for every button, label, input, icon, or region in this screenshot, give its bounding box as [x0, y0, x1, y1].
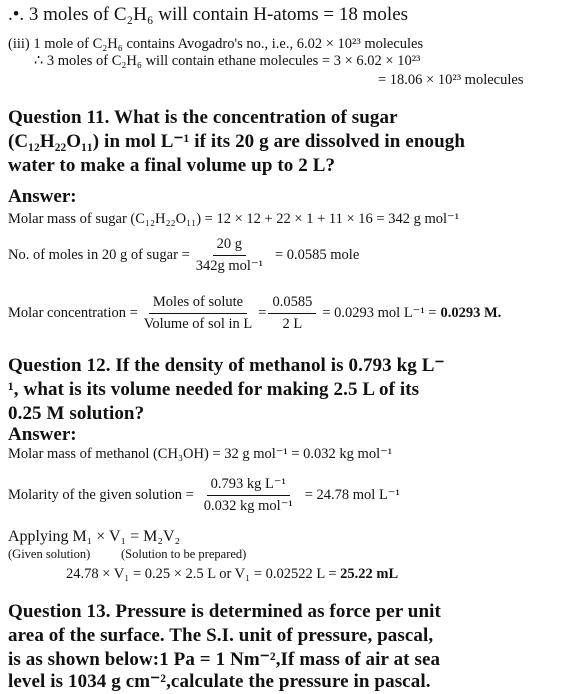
numerator: 0.793 kg L⁻¹: [207, 476, 290, 496]
text-line: Molar mass of sugar (C₁₂H₂₂O₁₁) = 12 × 12 + 22 × 1 + 11 × 16 = 342 g mol⁻¹: [8, 211, 460, 227]
equation-label: Molarity of the given solution =: [8, 487, 194, 503]
fraction: [140, 294, 256, 333]
label-given-solution: (Given solution): [8, 547, 91, 561]
question-11-heading: water to make a final volume up to 2 L?: [8, 155, 336, 176]
text-line: = 18.06 × 10²³ molecules: [378, 72, 524, 88]
calculation-line: [66, 566, 398, 583]
label-prepared-solution: (Solution to be prepared): [121, 547, 247, 561]
question-13-heading: level is 1034 g cm⁻²,calculate the pressure in pascal.: [8, 671, 431, 692]
question-11-heading: Question 11. What is the concentration of sugar: [8, 107, 398, 128]
question-13-heading: Question 13. Pressure is determined as force per unit: [8, 601, 441, 622]
numerator: 20 g: [213, 236, 246, 256]
question-12-heading: ¹, what is its volume needed for making 2.5 L of its: [8, 379, 420, 400]
molarity-equation: [8, 476, 400, 515]
question-11-heading: (C₁₂H₂₂O₁₁) in mol L⁻¹ if its 20 g are dissolved in enough: [8, 131, 466, 152]
fraction: [268, 294, 316, 333]
answer-label: Answer:: [8, 186, 77, 207]
text-line: .•. 3 moles of C₂H₆ will contain H-atoms = 18 moles: [8, 4, 409, 25]
denominator: 342g mol⁻¹: [195, 258, 263, 274]
concentration-equation: [8, 294, 501, 333]
denominator: 0.032 kg mol⁻¹: [203, 498, 293, 514]
equation-label: No. of moles in 20 g of sugar =: [8, 247, 190, 263]
denominator: 2 L: [282, 316, 303, 332]
final-result: 0.0293 M.: [440, 305, 502, 321]
answer-label: Answer:: [8, 424, 77, 445]
question-12-heading: 0.25 M solution?: [8, 403, 145, 424]
numerator: Moles of solute: [149, 294, 247, 314]
equation-result: = 0.0585 mole: [274, 247, 360, 263]
question-12-heading: Question 12. If the density of methanol is 0.793 kg L⁻: [8, 355, 445, 376]
equation-label: Molar concentration =: [8, 305, 138, 321]
final-result: 25.22 mL: [340, 566, 399, 582]
moles-equation: [8, 236, 359, 275]
calculation-text: 24.78 × V₁ = 0.25 × 2.5 L or V₁ = 0.02522 L =: [66, 566, 337, 582]
fraction: [200, 476, 297, 515]
text-line: Molar mass of methanol (CH₃OH) = 32 g mol⁻¹ = 0.032 kg mol⁻¹: [8, 446, 393, 462]
question-13-heading: area of the surface. The S.I. unit of pressure, pascal,: [8, 625, 434, 646]
denominator: Volume of sol in L: [143, 316, 253, 332]
fraction: [192, 236, 267, 275]
equation-result: = 0.0293 mol L⁻¹ =: [322, 305, 437, 321]
question-13-heading: is as shown below:1 Pa = 1 Nm⁻²,If mass of air at sea: [8, 649, 441, 670]
numerator: 0.0585: [268, 294, 316, 314]
text-line: (iii) 1 mole of C₂H₆ contains Avogadro's no., i.e., 6.02 × 10²³ molecules: [8, 36, 424, 52]
equals-sign: =: [258, 305, 267, 321]
equation-result: = 24.78 mol L⁻¹: [304, 487, 400, 503]
text-line: Applying M₁ × V₁ = M₂V₂: [8, 528, 181, 545]
text-line: ∴ 3 moles of C₂H₆ will contain ethane molecules = 3 × 6.02 × 10²³: [34, 53, 421, 69]
